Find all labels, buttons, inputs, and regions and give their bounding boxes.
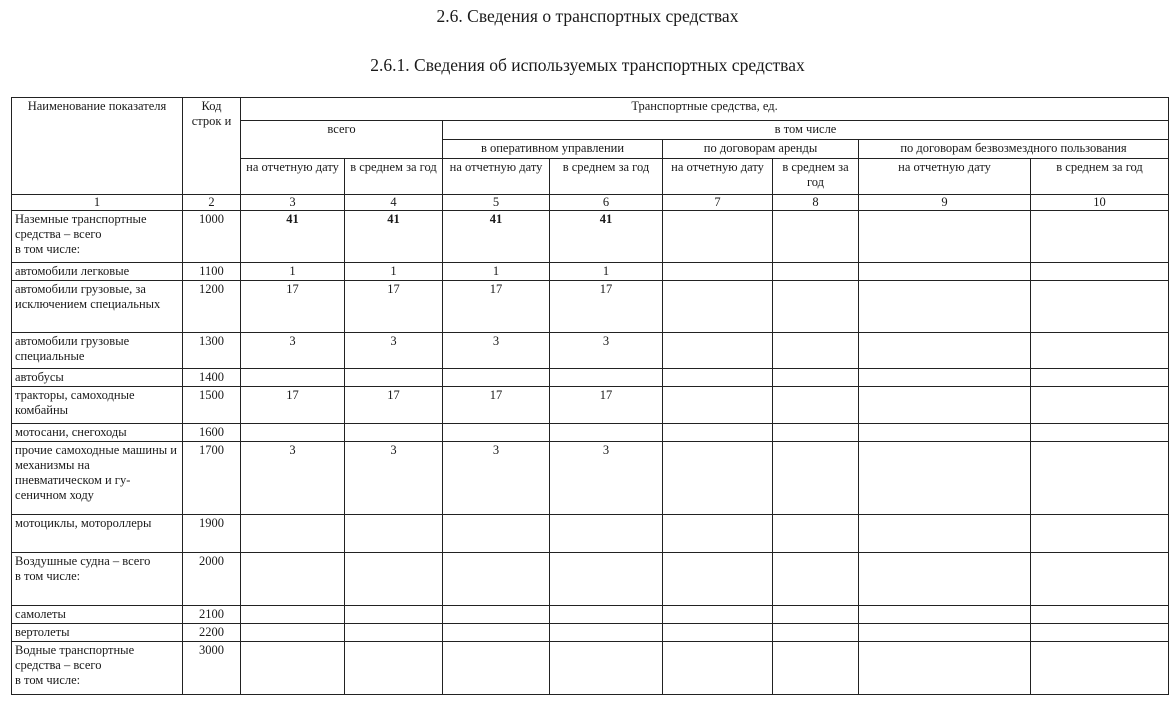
value-cell xyxy=(241,515,345,553)
table-row xyxy=(12,281,1169,333)
empty-cell xyxy=(859,369,1031,387)
row-name: автобусы xyxy=(12,369,183,387)
value-cell xyxy=(550,606,663,624)
value-cell xyxy=(550,369,663,387)
value-cell xyxy=(443,553,550,606)
empty-cell xyxy=(663,263,773,281)
empty-cell xyxy=(859,606,1031,624)
empty-cell xyxy=(859,424,1031,442)
col-number: 6 xyxy=(550,195,663,211)
empty-cell xyxy=(1031,333,1169,369)
row-name: Воздушные судна – всего в том числе: xyxy=(12,553,183,606)
section-title: 2.6. Сведения о транспортных средствах xyxy=(436,6,739,26)
row-code: 2100 xyxy=(183,606,241,624)
row-name: прочие самоходные машины и механизмы на пневматическом и гу-сеничном ходу xyxy=(12,442,183,515)
header-avg-year: в среднем за год xyxy=(773,159,859,195)
value-cell: 41 xyxy=(241,211,345,263)
value-cell xyxy=(443,642,550,695)
empty-cell xyxy=(1031,624,1169,642)
value-cell xyxy=(345,624,443,642)
row-code: 3000 xyxy=(183,642,241,695)
header-code: Код строк и xyxy=(183,98,241,195)
header-at-date: на отчетную дату xyxy=(241,159,345,195)
row-code: 1300 xyxy=(183,333,241,369)
empty-cell xyxy=(859,211,1031,263)
value-cell xyxy=(345,515,443,553)
empty-cell xyxy=(773,642,859,695)
value-cell: 17 xyxy=(345,281,443,333)
value-cell xyxy=(345,606,443,624)
value-cell: 3 xyxy=(443,442,550,515)
empty-cell xyxy=(1031,442,1169,515)
col-number: 9 xyxy=(859,195,1031,211)
value-cell: 1 xyxy=(345,263,443,281)
value-cell: 17 xyxy=(550,281,663,333)
empty-cell xyxy=(859,624,1031,642)
empty-cell xyxy=(663,424,773,442)
col-number: 7 xyxy=(663,195,773,211)
col-number: 5 xyxy=(443,195,550,211)
col-number: 8 xyxy=(773,195,859,211)
row-name: автомобили грузовые специальные xyxy=(12,333,183,369)
empty-cell xyxy=(773,387,859,424)
empty-cell xyxy=(859,642,1031,695)
value-cell xyxy=(443,624,550,642)
value-cell xyxy=(443,424,550,442)
header-avg-year: в среднем за год xyxy=(1031,159,1169,195)
header-total: всего xyxy=(241,121,443,159)
empty-cell xyxy=(663,553,773,606)
value-cell xyxy=(241,424,345,442)
row-code: 1200 xyxy=(183,281,241,333)
empty-cell xyxy=(663,369,773,387)
empty-cell xyxy=(773,281,859,333)
row-name: автомобили грузовые, за исключением специальных xyxy=(12,281,183,333)
value-cell xyxy=(345,553,443,606)
row-code: 1000 xyxy=(183,211,241,263)
empty-cell xyxy=(1031,553,1169,606)
table-row xyxy=(12,442,1169,515)
header-lease: по договорам аренды xyxy=(663,140,859,159)
table-row xyxy=(12,624,1169,642)
row-name: мотоциклы, мотороллеры xyxy=(12,515,183,553)
value-cell xyxy=(345,369,443,387)
value-cell xyxy=(550,624,663,642)
empty-cell xyxy=(663,606,773,624)
empty-cell xyxy=(1031,515,1169,553)
table-row xyxy=(12,369,1169,387)
row-code: 2000 xyxy=(183,553,241,606)
row-name: автомобили легковые xyxy=(12,263,183,281)
value-cell xyxy=(550,642,663,695)
empty-cell xyxy=(663,642,773,695)
empty-cell xyxy=(773,369,859,387)
value-cell xyxy=(550,553,663,606)
value-cell: 3 xyxy=(345,333,443,369)
table-row xyxy=(12,387,1169,424)
value-cell xyxy=(443,515,550,553)
col-number: 10 xyxy=(1031,195,1169,211)
subsection-title: 2.6.1. Сведения об используемых транспортных средствах xyxy=(370,55,805,75)
empty-cell xyxy=(773,515,859,553)
table-row xyxy=(12,515,1169,553)
table-row xyxy=(12,263,1169,281)
value-cell: 17 xyxy=(550,387,663,424)
empty-cell xyxy=(663,333,773,369)
empty-cell xyxy=(773,606,859,624)
empty-cell xyxy=(773,624,859,642)
value-cell: 3 xyxy=(550,442,663,515)
row-code: 2200 xyxy=(183,624,241,642)
value-cell: 41 xyxy=(345,211,443,263)
value-cell: 17 xyxy=(241,387,345,424)
empty-cell xyxy=(1031,642,1169,695)
empty-cell xyxy=(1031,369,1169,387)
row-name: мотосани, снегоходы xyxy=(12,424,183,442)
value-cell xyxy=(241,606,345,624)
value-cell xyxy=(550,515,663,553)
header-including: в том числе xyxy=(443,121,1169,140)
empty-cell xyxy=(1031,387,1169,424)
empty-cell xyxy=(663,442,773,515)
empty-cell xyxy=(773,424,859,442)
value-cell xyxy=(443,369,550,387)
value-cell: 3 xyxy=(241,442,345,515)
empty-cell xyxy=(663,281,773,333)
value-cell: 41 xyxy=(550,211,663,263)
header-avg-year: в среднем за год xyxy=(345,159,443,195)
column-numbers-row xyxy=(12,195,1169,211)
value-cell: 41 xyxy=(443,211,550,263)
empty-cell xyxy=(1031,211,1169,263)
empty-cell xyxy=(1031,281,1169,333)
table-row xyxy=(12,606,1169,624)
table-row xyxy=(12,642,1169,695)
col-number: 4 xyxy=(345,195,443,211)
value-cell: 17 xyxy=(443,387,550,424)
value-cell: 17 xyxy=(443,281,550,333)
value-cell: 3 xyxy=(345,442,443,515)
empty-cell xyxy=(773,333,859,369)
empty-cell xyxy=(859,553,1031,606)
value-cell xyxy=(241,642,345,695)
header-free-use: по договорам безвозмездного пользования xyxy=(859,140,1169,159)
value-cell: 1 xyxy=(241,263,345,281)
table-row xyxy=(12,211,1169,263)
empty-cell xyxy=(773,553,859,606)
row-code: 1500 xyxy=(183,387,241,424)
row-name: Водные транспортные средства – всего в том числе: xyxy=(12,642,183,695)
empty-cell xyxy=(859,281,1031,333)
empty-cell xyxy=(859,387,1031,424)
empty-cell xyxy=(859,333,1031,369)
row-name: самолеты xyxy=(12,606,183,624)
header-name: Наименование показателя xyxy=(12,98,183,195)
empty-cell xyxy=(1031,424,1169,442)
col-number: 1 xyxy=(12,195,183,211)
row-code: 1400 xyxy=(183,369,241,387)
empty-cell xyxy=(859,442,1031,515)
row-code: 1100 xyxy=(183,263,241,281)
value-cell: 3 xyxy=(241,333,345,369)
value-cell xyxy=(241,553,345,606)
table-row xyxy=(12,424,1169,442)
empty-cell xyxy=(1031,606,1169,624)
header-avg-year: в среднем за год xyxy=(550,159,663,195)
header-transport-units: Транспортные средства, ед. xyxy=(241,98,1169,121)
empty-cell xyxy=(663,515,773,553)
value-cell: 17 xyxy=(345,387,443,424)
header-at-date: на отчетную дату xyxy=(663,159,773,195)
empty-cell xyxy=(663,624,773,642)
empty-cell xyxy=(773,263,859,281)
value-cell xyxy=(550,424,663,442)
table-row xyxy=(12,333,1169,369)
value-cell: 3 xyxy=(443,333,550,369)
header-operational: в оперативном управлении xyxy=(443,140,663,159)
row-code: 1900 xyxy=(183,515,241,553)
row-name: вертолеты xyxy=(12,624,183,642)
value-cell: 1 xyxy=(443,263,550,281)
empty-cell xyxy=(663,387,773,424)
col-number: 3 xyxy=(241,195,345,211)
value-cell: 3 xyxy=(550,333,663,369)
empty-cell xyxy=(663,211,773,263)
empty-cell xyxy=(1031,263,1169,281)
value-cell xyxy=(241,369,345,387)
row-name: Наземные транспортные средства – всего в том числе: xyxy=(12,211,183,263)
row-code: 1700 xyxy=(183,442,241,515)
header-at-date: на отчетную дату xyxy=(443,159,550,195)
value-cell xyxy=(345,642,443,695)
value-cell xyxy=(345,424,443,442)
header-at-date: на отчетную дату xyxy=(859,159,1031,195)
empty-cell xyxy=(859,515,1031,553)
value-cell xyxy=(241,624,345,642)
row-code: 1600 xyxy=(183,424,241,442)
table-row xyxy=(12,553,1169,606)
empty-cell xyxy=(773,211,859,263)
transport-table xyxy=(11,97,1169,695)
value-cell: 1 xyxy=(550,263,663,281)
empty-cell xyxy=(859,263,1031,281)
col-number: 2 xyxy=(183,195,241,211)
empty-cell xyxy=(773,442,859,515)
value-cell: 17 xyxy=(241,281,345,333)
value-cell xyxy=(443,606,550,624)
row-name: тракторы, самоходные комбайны xyxy=(12,387,183,424)
